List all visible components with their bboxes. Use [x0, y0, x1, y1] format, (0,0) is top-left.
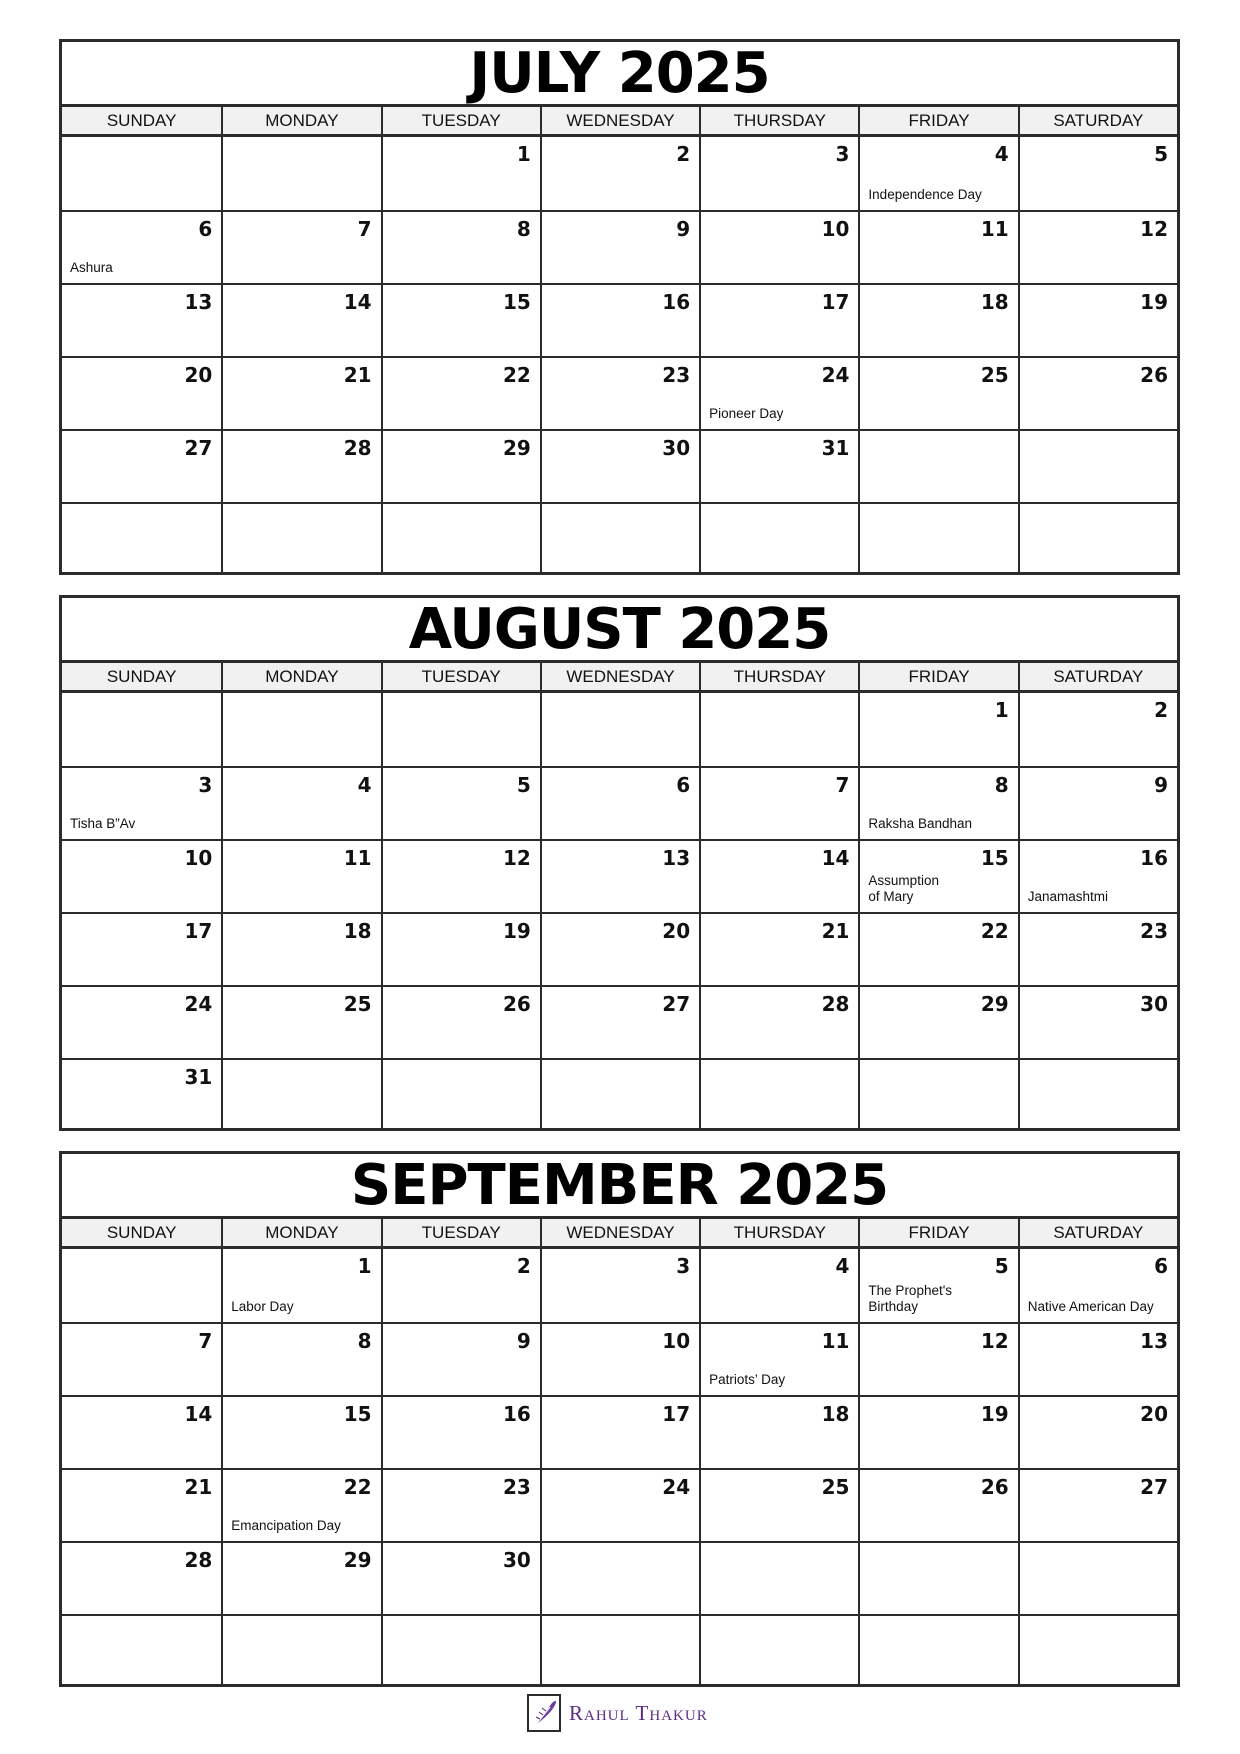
day-number: 10 [821, 217, 850, 241]
holiday-label: Raksha Bandhan [868, 816, 972, 831]
day-number: 7 [357, 217, 372, 241]
day-cell [381, 693, 540, 766]
day-cell [858, 1249, 1017, 1322]
day-cell [62, 356, 221, 429]
day-cell [381, 1541, 540, 1614]
day-number: 20 [662, 919, 691, 943]
day-cell [1018, 283, 1177, 356]
day-cell [221, 283, 380, 356]
weekday-label: FRIDAY [858, 107, 1017, 135]
day-cell [381, 1614, 540, 1687]
day-cell [858, 1058, 1017, 1131]
day-number: 6 [198, 217, 213, 241]
day-cell [62, 210, 221, 283]
day-cell [221, 356, 380, 429]
day-number: 9 [1154, 773, 1168, 797]
month-title: SEPTEMBER 2025 [62, 1154, 1177, 1219]
holiday-label: Janamashtmi [1027, 889, 1108, 904]
weekday-header [62, 107, 1177, 137]
day-number: 8 [994, 773, 1009, 797]
weekday-label: THURSDAY [699, 107, 858, 135]
day-cell [699, 912, 858, 985]
day-cell [858, 1468, 1017, 1541]
day-cell [221, 1395, 380, 1468]
day-cell [1018, 693, 1177, 766]
day-number: 31 [821, 436, 850, 460]
day-number: 8 [357, 1329, 372, 1353]
day-number: 20 [184, 363, 213, 387]
day-cell [381, 137, 540, 210]
day-cell [381, 356, 540, 429]
day-cell [381, 985, 540, 1058]
day-number: 4 [357, 773, 372, 797]
day-cell [381, 766, 540, 839]
brand-footer [527, 1691, 708, 1735]
day-cell [381, 912, 540, 985]
day-cell [221, 1468, 380, 1541]
day-cell [381, 502, 540, 575]
day-cell [858, 985, 1017, 1058]
month-title: JULY 2025 [62, 42, 1177, 107]
day-cell [699, 985, 858, 1058]
weekday-label: MONDAY [221, 663, 380, 691]
month-calendar-july [59, 39, 1180, 575]
day-grid [62, 1249, 1177, 1687]
day-cell [858, 839, 1017, 912]
day-cell [381, 429, 540, 502]
day-cell [381, 1468, 540, 1541]
day-cell [540, 1322, 699, 1395]
day-number: 30 [662, 436, 691, 460]
day-number: 22 [980, 919, 1009, 943]
day-cell [699, 502, 858, 575]
month-calendar-september [59, 1151, 1180, 1687]
day-cell [540, 693, 699, 766]
day-number: 9 [676, 217, 691, 241]
day-number: 17 [821, 290, 850, 314]
day-cell [62, 1395, 221, 1468]
day-number: 1 [994, 698, 1009, 722]
quill-feather-icon [527, 1694, 561, 1732]
brand-name: Rahul Thakur [569, 1700, 708, 1725]
day-number: 25 [343, 992, 372, 1016]
day-cell [62, 693, 221, 766]
day-cell [221, 1249, 380, 1322]
day-cell [699, 210, 858, 283]
weekday-label: SATURDAY [1018, 107, 1177, 135]
month-title: AUGUST 2025 [62, 598, 1177, 663]
day-cell [699, 1249, 858, 1322]
day-number: 12 [980, 1329, 1009, 1353]
day-cell [221, 985, 380, 1058]
day-cell [62, 1614, 221, 1687]
day-number: 5 [994, 1254, 1009, 1278]
day-cell [1018, 985, 1177, 1058]
day-number: 11 [821, 1329, 850, 1353]
day-number: 25 [980, 363, 1009, 387]
day-cell [858, 356, 1017, 429]
day-cell [1018, 502, 1177, 575]
day-cell [540, 1614, 699, 1687]
day-cell [699, 1541, 858, 1614]
weekday-label: MONDAY [221, 107, 380, 135]
day-number: 10 [662, 1329, 691, 1353]
day-cell [540, 766, 699, 839]
day-cell [381, 1322, 540, 1395]
holiday-label: Emancipation Day [231, 1518, 341, 1533]
day-cell [699, 1468, 858, 1541]
day-cell [858, 912, 1017, 985]
day-cell [221, 1322, 380, 1395]
day-cell [699, 839, 858, 912]
weekday-header [62, 663, 1177, 693]
day-cell [221, 210, 380, 283]
day-cell [858, 502, 1017, 575]
day-number: 26 [980, 1475, 1009, 1499]
day-cell [1018, 1614, 1177, 1687]
day-cell [540, 1468, 699, 1541]
day-cell [62, 502, 221, 575]
day-cell [540, 912, 699, 985]
day-cell [858, 1614, 1017, 1687]
day-cell [221, 502, 380, 575]
day-number: 13 [1140, 1329, 1168, 1353]
day-cell [221, 839, 380, 912]
day-number: 14 [821, 846, 850, 870]
day-cell [381, 210, 540, 283]
day-number: 5 [516, 773, 531, 797]
day-number: 25 [821, 1475, 850, 1499]
weekday-label: SUNDAY [106, 1223, 177, 1242]
day-number: 5 [1154, 142, 1168, 166]
day-cell [858, 693, 1017, 766]
day-number: 19 [503, 919, 531, 943]
day-number: 27 [1140, 1475, 1168, 1499]
day-number: 12 [503, 846, 531, 870]
day-number: 7 [835, 773, 850, 797]
holiday-label: Patriots’ Day [709, 1372, 786, 1387]
day-cell [540, 839, 699, 912]
day-number: 13 [662, 846, 691, 870]
weekday-label: FRIDAY [858, 663, 1017, 691]
weekday-label: THURSDAY [699, 663, 858, 691]
day-cell [858, 210, 1017, 283]
day-cell [1018, 429, 1177, 502]
day-number: 17 [662, 1402, 691, 1426]
day-number: 24 [662, 1475, 691, 1499]
day-cell [1018, 1541, 1177, 1614]
day-number: 20 [1140, 1402, 1168, 1426]
day-number: 30 [1140, 992, 1168, 1016]
day-cell [62, 1322, 221, 1395]
day-number: 29 [503, 436, 531, 460]
day-number: 19 [980, 1402, 1009, 1426]
day-cell [62, 912, 221, 985]
day-cell [62, 766, 221, 839]
day-cell [540, 1058, 699, 1131]
weekday-label: TUESDAY [381, 107, 540, 135]
day-cell [1018, 1395, 1177, 1468]
day-number: 16 [1140, 846, 1168, 870]
day-cell [1018, 137, 1177, 210]
day-cell [1018, 839, 1177, 912]
day-number: 27 [662, 992, 691, 1016]
day-cell [381, 1058, 540, 1131]
day-number: 21 [821, 919, 850, 943]
day-number: 11 [980, 217, 1009, 241]
day-cell [221, 429, 380, 502]
day-number: 10 [184, 846, 213, 870]
day-number: 27 [184, 436, 213, 460]
day-cell [858, 283, 1017, 356]
day-grid [62, 693, 1177, 1131]
day-number: 18 [980, 290, 1009, 314]
day-number: 29 [980, 992, 1009, 1016]
day-cell [699, 693, 858, 766]
day-cell [62, 1249, 221, 1322]
day-cell [221, 1058, 380, 1131]
holiday-label: Ashura [70, 260, 113, 275]
day-cell [221, 693, 380, 766]
day-cell [699, 429, 858, 502]
day-number: 15 [343, 1402, 372, 1426]
day-cell [221, 912, 380, 985]
day-number: 15 [980, 846, 1009, 870]
day-cell [221, 766, 380, 839]
weekday-header [62, 1219, 1177, 1249]
day-number: 7 [198, 1329, 213, 1353]
day-number: 16 [503, 1402, 531, 1426]
day-cell [540, 356, 699, 429]
day-number: 24 [821, 363, 850, 387]
day-number: 18 [821, 1402, 850, 1426]
day-cell [62, 283, 221, 356]
holiday-label: Labor Day [231, 1299, 294, 1314]
day-number: 13 [184, 290, 213, 314]
day-number: 15 [503, 290, 531, 314]
day-cell [540, 502, 699, 575]
day-number: 23 [1140, 919, 1168, 943]
weekday-label: WEDNESDAY [540, 1219, 699, 1247]
day-cell [1018, 210, 1177, 283]
day-cell [699, 1614, 858, 1687]
day-cell [858, 1322, 1017, 1395]
day-number: 23 [662, 363, 691, 387]
day-cell [540, 1249, 699, 1322]
day-cell [381, 839, 540, 912]
day-cell [221, 1541, 380, 1614]
day-cell [858, 429, 1017, 502]
day-grid [62, 137, 1177, 575]
day-number: 28 [184, 1548, 213, 1572]
day-cell [858, 1541, 1017, 1614]
day-cell [699, 137, 858, 210]
day-cell [858, 766, 1017, 839]
day-number: 6 [1154, 1254, 1168, 1278]
day-cell [1018, 1249, 1177, 1322]
weekday-label: SUNDAY [106, 111, 177, 130]
day-number: 8 [516, 217, 531, 241]
day-number: 22 [343, 1475, 372, 1499]
weekday-label: TUESDAY [381, 663, 540, 691]
day-number: 3 [835, 142, 850, 166]
day-number: 19 [1140, 290, 1168, 314]
day-number: 14 [343, 290, 372, 314]
day-number: 4 [994, 142, 1009, 166]
day-number: 22 [503, 363, 531, 387]
day-number: 28 [821, 992, 850, 1016]
holiday-label: The Prophet's Birthday [868, 1283, 953, 1314]
day-number: 3 [198, 773, 213, 797]
day-number: 2 [1154, 698, 1168, 722]
weekday-label: MONDAY [221, 1219, 380, 1247]
month-calendar-august [59, 595, 1180, 1131]
day-cell [858, 1395, 1017, 1468]
holiday-label: Tisha B”Av [70, 816, 136, 831]
day-number: 30 [503, 1548, 531, 1572]
day-number: 28 [343, 436, 372, 460]
day-number: 17 [184, 919, 213, 943]
day-cell [62, 1468, 221, 1541]
day-number: 21 [184, 1475, 213, 1499]
day-number: 31 [184, 1065, 213, 1089]
day-cell [381, 283, 540, 356]
holiday-label: Independence Day [868, 187, 982, 202]
day-number: 4 [835, 1254, 850, 1278]
holiday-label: Pioneer Day [709, 406, 784, 421]
weekday-label: SATURDAY [1018, 663, 1177, 691]
weekday-label: WEDNESDAY [540, 663, 699, 691]
weekday-label: TUESDAY [381, 1219, 540, 1247]
day-cell [858, 137, 1017, 210]
day-cell [540, 1395, 699, 1468]
day-cell [699, 1058, 858, 1131]
day-number: 24 [184, 992, 213, 1016]
day-number: 12 [1140, 217, 1168, 241]
day-cell [1018, 356, 1177, 429]
day-number: 21 [343, 363, 372, 387]
day-number: 2 [516, 1254, 531, 1278]
weekday-label: WEDNESDAY [540, 107, 699, 135]
day-cell [1018, 1468, 1177, 1541]
day-cell [62, 839, 221, 912]
day-number: 23 [503, 1475, 531, 1499]
day-cell [699, 766, 858, 839]
weekday-label: THURSDAY [699, 1219, 858, 1247]
day-cell [381, 1249, 540, 1322]
day-number: 9 [516, 1329, 531, 1353]
holiday-label: Assumption of Mary [868, 873, 939, 904]
holiday-label: Native American Day [1027, 1299, 1154, 1314]
day-cell [62, 1058, 221, 1131]
day-number: 26 [1140, 363, 1168, 387]
day-cell [62, 137, 221, 210]
day-number: 1 [357, 1254, 372, 1278]
day-cell [699, 283, 858, 356]
day-cell [221, 1614, 380, 1687]
day-number: 16 [662, 290, 691, 314]
day-cell [1018, 1322, 1177, 1395]
day-number: 1 [516, 142, 531, 166]
day-cell [221, 137, 380, 210]
weekday-label: SUNDAY [106, 667, 177, 686]
day-cell [540, 985, 699, 1058]
day-number: 26 [503, 992, 531, 1016]
day-cell [540, 283, 699, 356]
day-cell [62, 985, 221, 1058]
day-cell [381, 1395, 540, 1468]
day-number: 3 [676, 1254, 691, 1278]
day-cell [699, 1395, 858, 1468]
day-cell [699, 356, 858, 429]
day-cell [62, 429, 221, 502]
day-cell [540, 1541, 699, 1614]
day-cell [540, 429, 699, 502]
day-number: 14 [184, 1402, 213, 1426]
day-cell [62, 1541, 221, 1614]
day-number: 11 [343, 846, 372, 870]
day-cell [1018, 766, 1177, 839]
day-cell [1018, 1058, 1177, 1131]
day-cell [540, 210, 699, 283]
day-cell [540, 137, 699, 210]
weekday-label: FRIDAY [858, 1219, 1017, 1247]
day-number: 6 [676, 773, 691, 797]
day-cell [1018, 912, 1177, 985]
weekday-label: SATURDAY [1018, 1219, 1177, 1247]
day-number: 2 [676, 142, 691, 166]
day-number: 18 [343, 919, 372, 943]
day-cell [699, 1322, 858, 1395]
day-number: 29 [343, 1548, 372, 1572]
